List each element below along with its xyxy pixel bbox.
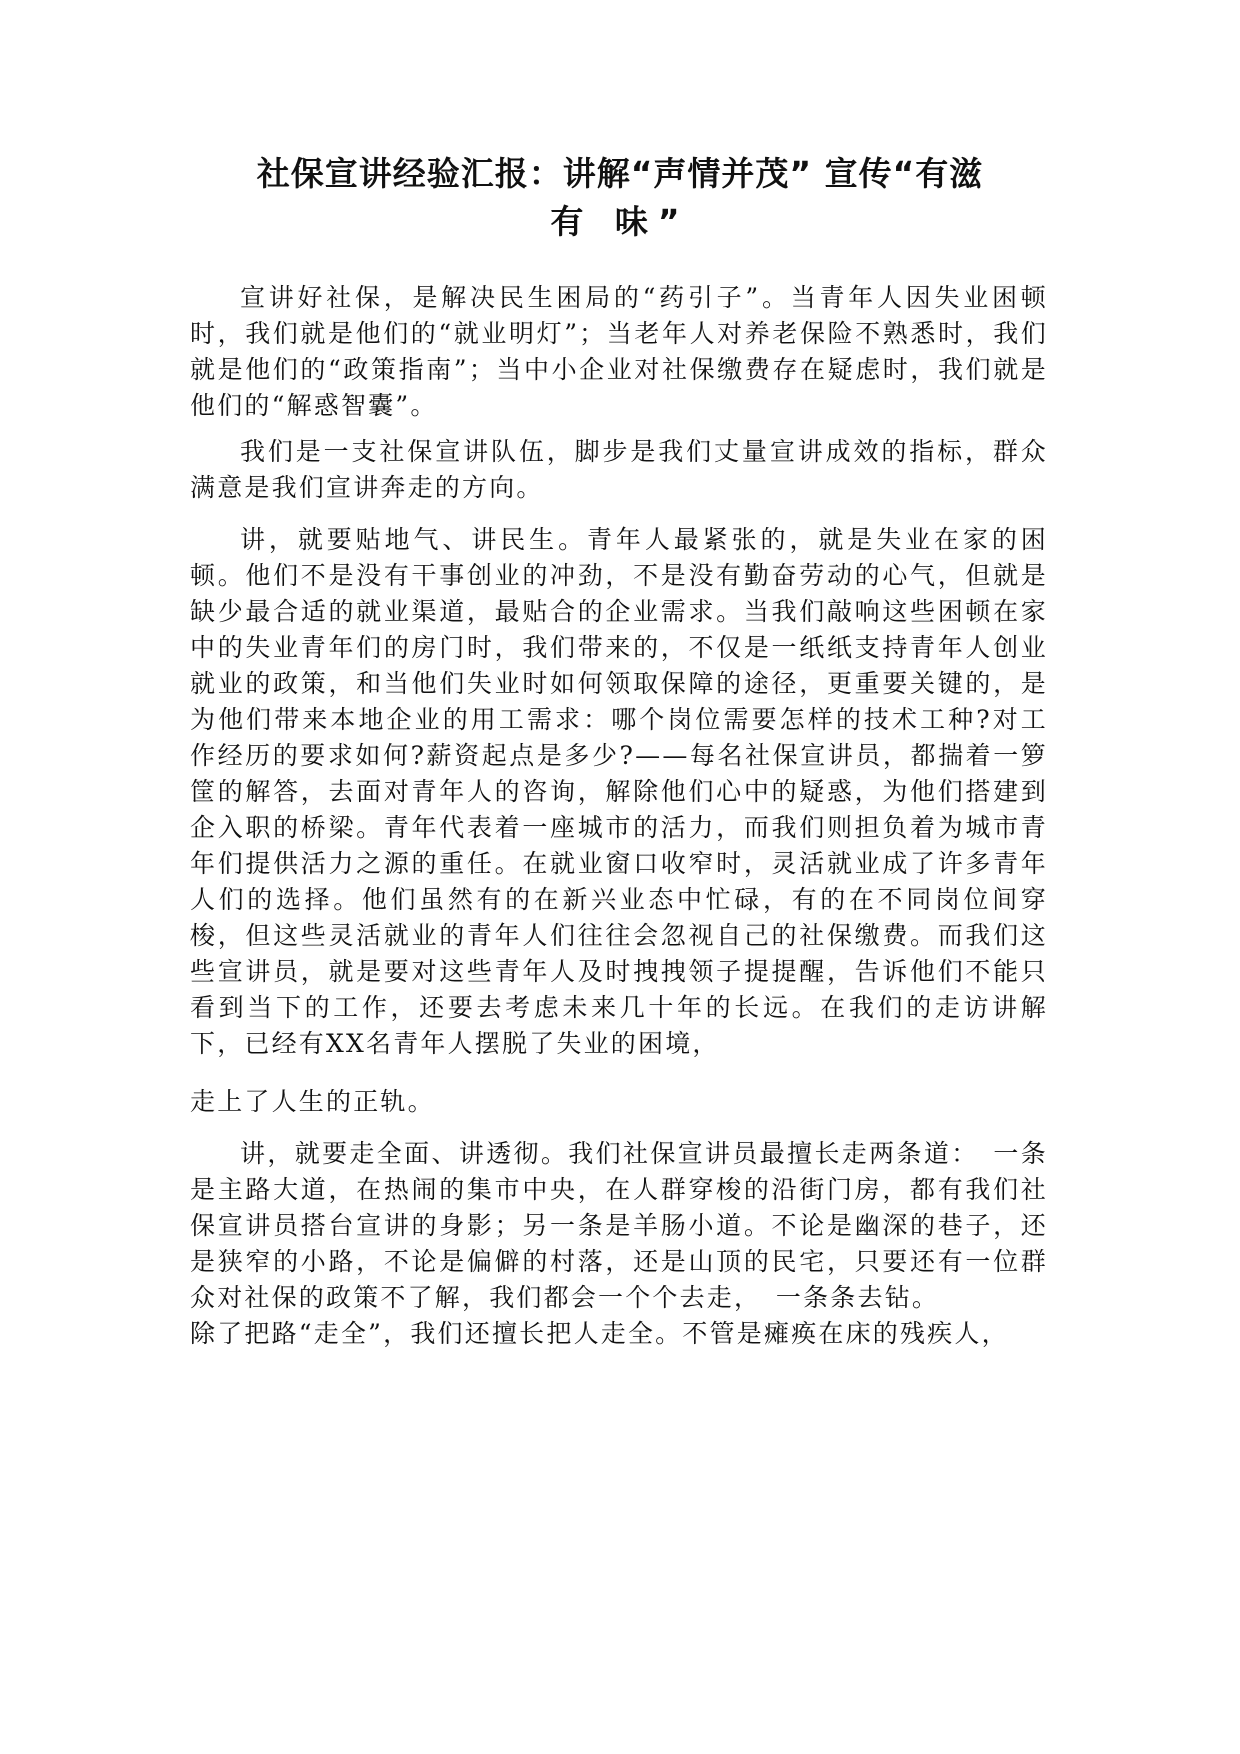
paragraph-people: 除了把路“走全”，我们还擅长把人走全。不管是瘫痪在床的残疾人， [190,1319,1009,1348]
paragraph-youth-employment-end: 走上了人生的正轨。 [190,1087,435,1116]
document-body [190,280,1048,1352]
paragraph-coverage: 讲，就要走全面、讲透彻。我们社保宣讲员最擅长走两条道： 一条是主路大道，在热闹的集市中央，在人群穿梭的沿街门房，都有我们社保宣讲员搭台宣讲的身影；另一条是羊肠小道。不论是幽深的巷子，还是狭窄的小路，不论是偏僻的村落，还是山顶的民宅，只要还有一位群众对社保的政策不了解，我们都会一个个去走， 一条条去钻。 [190,1139,1048,1312]
title-line-1: 社保宣讲经验汇报：讲解“声情并茂” 宣传“有滋 [256,154,984,193]
paragraph-team: 我们是一支社保宣讲队伍，脚步是我们丈量宣讲成效的指标，群众满意是我们宣讲奔走的方向。 [190,437,1048,502]
paragraph-youth-employment: 讲，就要贴地气、讲民生。青年人最紧张的，就是失业在家的困顿。他们不是没有干事创业的冲劲，不是没有勤奋劳动的心气，但就是缺少最合适的就业渠道，最贴合的企业需求。当我们敲响这些困顿在家中的失业青年们的房门时，我们带来的，不仅是一纸纸支持青年人创业就业的政策，和当他们失业时如何领取保障的途径，更重要关键的，是为他们带来本地企业的用工需求：哪个岗位需要怎样的技术工种?对工作经历的要求如何?薪资起点是多少?——每名社保宣讲员，都揣着一箩筐的解答，去面对青年人的咨询，解除他们心中的疑惑，为他们搭建到企入职的桥梁。青年代表着一座城市的活力，而我们则担负着为城市青年们提供活力之源的重任。在就业窗口收窄时，灵活就业成了许多青年人们的选择。他们虽然有的在新兴业态中忙碌，有的在不同岗位间穿梭，但这些灵活就业的青年人们往往会忽视自己的社保缴费。而我们这些宣讲员，就是要对这些青年人及时拽拽领子提提醒，告诉他们不能只看到当下的工作，还要去考虑未来几十年的长远。在我们的走访讲解下，已经有XX名青年人摆脱了失业的困境， [190,525,1048,1058]
title-line-2: 有 味” [550,202,690,241]
document-title [190,150,1050,246]
paragraph-intro: 宣讲好社保，是解决民生困局的“药引子”。当青年人因失业困顿时，我们就是他们的“就业明灯”；当老年人对养老保险不熟悉时，我们就是他们的“政策指南”；当中小企业对社保缴费存在疑虑时，我们就是他们的“解惑智囊”。 [190,283,1048,420]
